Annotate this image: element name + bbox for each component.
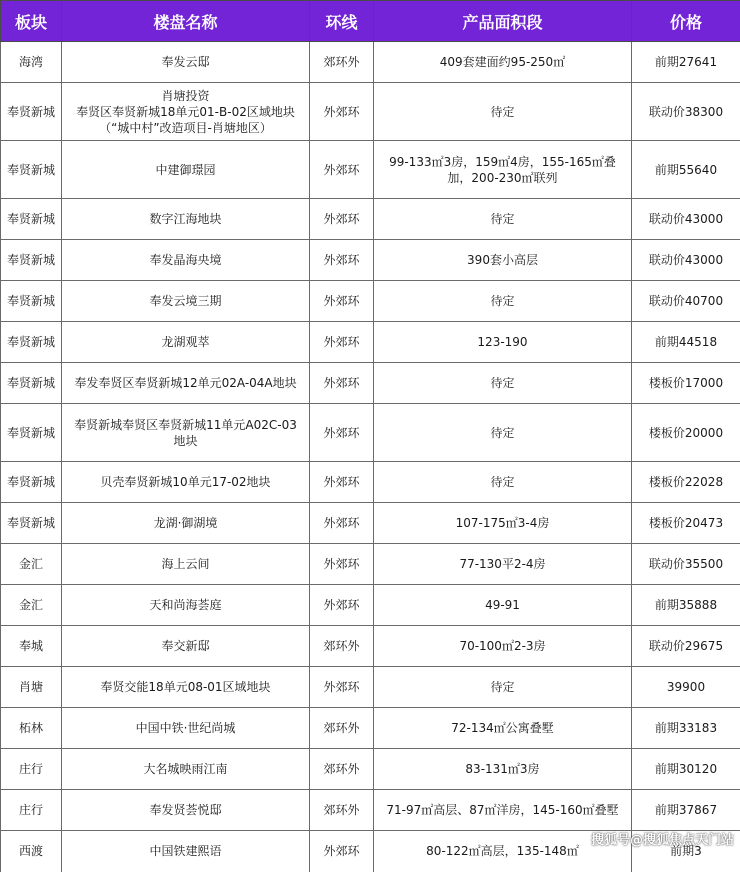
cell-ring-road: 郊环外 [310,708,374,749]
cell-area-range: 72-134㎡公寓叠墅 [374,708,632,749]
table-row [1,83,740,141]
table-row [1,199,740,240]
cell-area-range: 390套小高层 [374,240,632,281]
cell-price: 前期3 [632,831,740,872]
table-row [1,42,740,83]
cell-district: 肖塘 [1,667,62,708]
cell-area-range: 待定 [374,199,632,240]
cell-ring-road: 郊环外 [310,626,374,667]
cell-ring-road: 外郊环 [310,363,374,404]
table-row [1,322,740,363]
cell-project-name: 奉发云邸 [62,42,310,83]
cell-district: 奉贤新城 [1,83,62,141]
cell-price: 楼板价17000 [632,363,740,404]
cell-ring-road: 外郊环 [310,503,374,544]
header-area-range: 产品面积段 [374,1,632,42]
header-project-name: 楼盘名称 [62,1,310,42]
cell-district: 奉贤新城 [1,240,62,281]
table-row [1,503,740,544]
cell-project-name: 天和尚海荟庭 [62,585,310,626]
cell-price: 39900 [632,667,740,708]
cell-district: 庄行 [1,790,62,831]
cell-area-range: 待定 [374,404,632,462]
cell-price: 联动价43000 [632,199,740,240]
table-row [1,749,740,790]
cell-area-range: 待定 [374,83,632,141]
cell-price: 前期44518 [632,322,740,363]
cell-project-name: 中国中铁·世纪尚城 [62,708,310,749]
header-district: 板块 [1,1,62,42]
cell-district: 奉贤新城 [1,363,62,404]
table-row [1,790,740,831]
cell-ring-road: 外郊环 [310,83,374,141]
table-row [1,141,740,199]
cell-price: 前期37867 [632,790,740,831]
cell-price: 联动价40700 [632,281,740,322]
cell-area-range: 70-100㎡2-3房 [374,626,632,667]
cell-district: 奉贤新城 [1,141,62,199]
cell-area-range: 80-122㎡高层，135-148㎡ [374,831,632,872]
table-row [1,708,740,749]
cell-ring-road: 外郊环 [310,322,374,363]
cell-ring-road: 郊环外 [310,42,374,83]
cell-ring-road: 外郊环 [310,281,374,322]
cell-project-name: 奉贤新城奉贤区奉贤新城11单元A02C-03 地块 [62,404,310,462]
table-header-row [1,1,740,42]
cell-price: 楼板价20473 [632,503,740,544]
cell-area-range: 77-130平2-4房 [374,544,632,585]
table-row [1,667,740,708]
cell-district: 柘林 [1,708,62,749]
cell-project-name: 中国铁建熙语 [62,831,310,872]
table-row [1,462,740,503]
cell-ring-road: 外郊环 [310,831,374,872]
cell-district: 奉贤新城 [1,404,62,462]
cell-price: 前期30120 [632,749,740,790]
watermark-text: 搜狐号@搜狐焦点天门站 [591,829,734,848]
cell-price: 前期35888 [632,585,740,626]
cell-price: 联动价29675 [632,626,740,667]
cell-area-range: 待定 [374,281,632,322]
cell-ring-road: 外郊环 [310,404,374,462]
cell-area-range: 待定 [374,667,632,708]
cell-area-range: 107-175㎡3-4房 [374,503,632,544]
cell-area-range: 71-97㎡高层、87㎡洋房，145-160㎡叠墅 [374,790,632,831]
cell-ring-road: 外郊环 [310,199,374,240]
cell-ring-road: 外郊环 [310,667,374,708]
cell-district: 奉贤新城 [1,281,62,322]
table-row [1,831,740,872]
cell-district: 奉贤新城 [1,199,62,240]
cell-area-range: 99-133㎡3房，159㎡4房，155-165㎡叠 加，200-230㎡联列 [374,141,632,199]
table-row [1,544,740,585]
cell-ring-road: 外郊环 [310,585,374,626]
cell-price: 楼板价22028 [632,462,740,503]
cell-price: 联动价38300 [632,83,740,141]
cell-project-name: 龙湖·御湖境 [62,503,310,544]
cell-district: 西渡 [1,831,62,872]
cell-district: 奉城 [1,626,62,667]
cell-project-name: 大名城映雨江南 [62,749,310,790]
cell-project-name: 中建御璟园 [62,141,310,199]
cell-ring-road: 外郊环 [310,544,374,585]
table-row [1,626,740,667]
cell-area-range: 49-91 [374,585,632,626]
cell-area-range: 待定 [374,363,632,404]
cell-area-range: 待定 [374,462,632,503]
table-row [1,363,740,404]
cell-district: 奉贤新城 [1,503,62,544]
cell-price: 联动价43000 [632,240,740,281]
cell-project-name: 数字江海地块 [62,199,310,240]
cell-price: 联动价35500 [632,544,740,585]
cell-ring-road: 外郊环 [310,462,374,503]
cell-area-range: 83-131㎡3房 [374,749,632,790]
cell-district: 奉贤新城 [1,322,62,363]
cell-district: 金汇 [1,585,62,626]
cell-ring-road: 外郊环 [310,141,374,199]
cell-project-name: 奉贤交能18单元08-01区域地块 [62,667,310,708]
cell-project-name: 奉发云境三期 [62,281,310,322]
table-row [1,281,740,322]
cell-area-range: 123-190 [374,322,632,363]
cell-ring-road: 郊环外 [310,749,374,790]
cell-price: 楼板价20000 [632,404,740,462]
cell-project-name: 龙湖观萃 [62,322,310,363]
header-ring-road: 环线 [310,1,374,42]
cell-project-name: 贝壳奉贤新城10单元17-02地块 [62,462,310,503]
cell-district: 庄行 [1,749,62,790]
cell-project-name: 奉发奉贤区奉贤新城12单元02A-04A地块 [62,363,310,404]
cell-price: 前期27641 [632,42,740,83]
cell-area-range: 409套建面约95-250㎡ [374,42,632,83]
cell-project-name: 奉交新邸 [62,626,310,667]
cell-project-name: 奉发晶海央境 [62,240,310,281]
cell-district: 奉贤新城 [1,462,62,503]
cell-district: 金汇 [1,544,62,585]
table-row [1,404,740,462]
cell-price: 前期55640 [632,141,740,199]
cell-district: 海湾 [1,42,62,83]
cell-ring-road: 外郊环 [310,240,374,281]
cell-project-name: 肖塘投资 奉贤区奉贤新城18单元01-B-02区域地块 （“城中村”改造项目-肖塘地区） [62,83,310,141]
cell-project-name: 奉发贤荟悦邸 [62,790,310,831]
cell-project-name: 海上云间 [62,544,310,585]
cell-price: 前期33183 [632,708,740,749]
header-price: 价格 [632,1,740,42]
table-row [1,585,740,626]
cell-ring-road: 郊环外 [310,790,374,831]
table-row [1,240,740,281]
